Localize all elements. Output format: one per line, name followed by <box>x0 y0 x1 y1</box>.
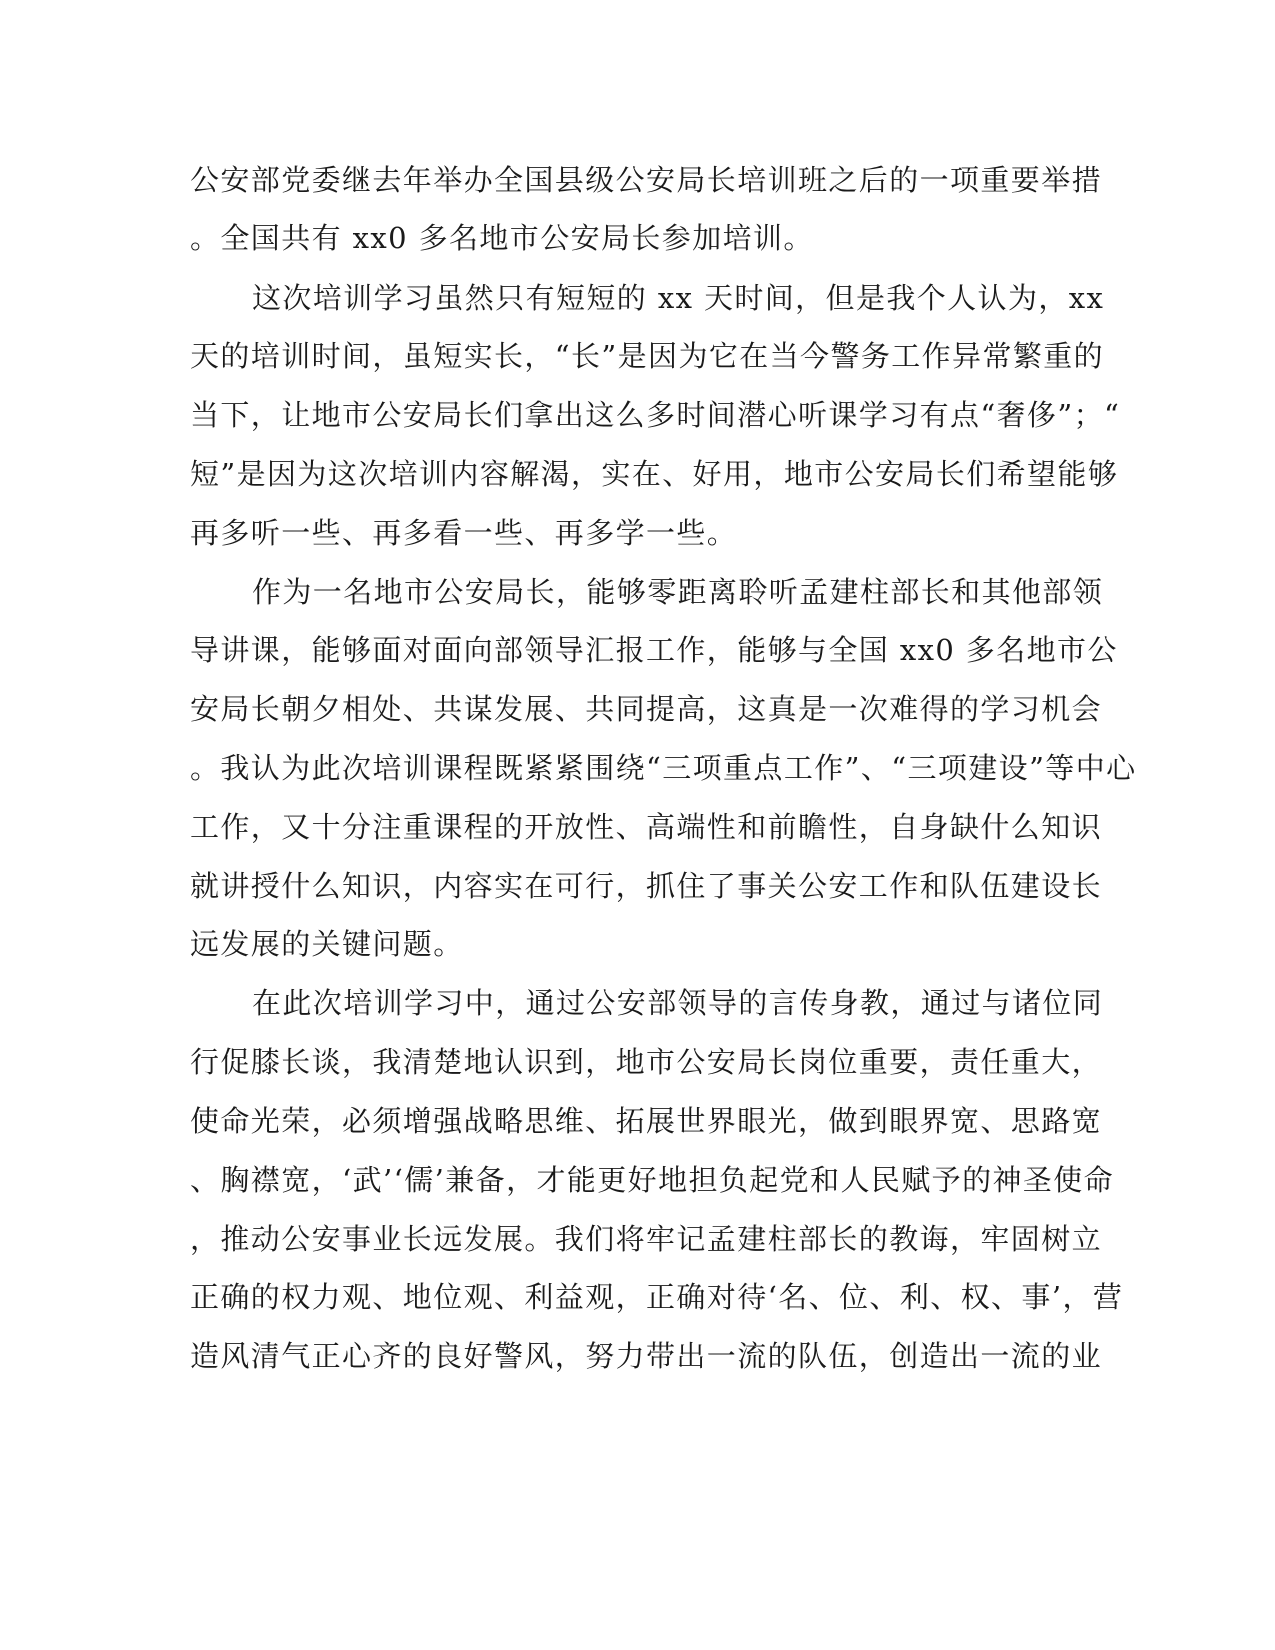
text-line: 行促膝长谈，我清楚地认识到，地市公安局长岗位重要，责任重大， <box>190 1045 1103 1079</box>
text-line: 、胸襟宽，‘武’‘儒’兼备，才能更好地担负起党和人民赋予的神圣使命 <box>190 1163 1115 1197</box>
text-line: ，推动公安事业长远发展。我们将牢记孟建柱部长的教诲，牢固树立 <box>190 1222 1103 1256</box>
text-line: 使命光荣，必须增强战略思维、拓展世界眼光，做到眼界宽、思路宽 <box>190 1104 1103 1138</box>
text-line: 就讲授什么知识，内容实在可行，抓住了事关公安工作和队伍建设长 <box>190 869 1103 903</box>
paragraph-start-line: 作为一名地市公安局长，能够零距离聆听孟建柱部长和其他部领 <box>252 575 1104 609</box>
text-line: 造风清气正心齐的良好警风，努力带出一流的队伍，创造出一流的业 <box>190 1339 1103 1373</box>
text-line: 导讲课，能够面对面向部领导汇报工作，能够与全国 xx0 多名地市公 <box>190 633 1118 667</box>
text-line: 。我认为此次培训课程既紧紧围绕“三项重点工作”、“三项建设”等中心 <box>190 751 1137 785</box>
text-line: 当下，让地市公安局长们拿出这么多时间潜心听课学习有点“奢侈”；“ <box>190 398 1121 432</box>
text-line: 。全国共有 xx0 多名地市公安局长参加培训。 <box>190 221 814 255</box>
paragraph-start-line: 这次培训学习虽然只有短短的 xx 天时间，但是我个人认为，xx <box>252 281 1105 315</box>
text-line: 正确的权力观、地位观、利益观，正确对待‘名、位、利、权、事’，营 <box>190 1280 1124 1314</box>
text-line: 天的培训时间，虽短实长，“长”是因为它在当今警务工作异常繁重的 <box>190 339 1105 373</box>
text-line: 再多听一些、再多看一些、再多学一些。 <box>190 516 738 550</box>
text-line: 公安部党委继去年举办全国县级公安局长培训班之后的一项重要举措 <box>190 163 1103 197</box>
paragraph-start-line: 在此次培训学习中，通过公安部领导的言传身教，通过与诸位同 <box>252 986 1104 1020</box>
text-line: 工作，又十分注重课程的开放性、高端性和前瞻性，自身缺什么知识 <box>190 810 1103 844</box>
text-line: 安局长朝夕相处、共谋发展、共同提高，这真是一次难得的学习机会 <box>190 692 1103 726</box>
text-line: 短”是因为这次培训内容解渴，实在、好用，地市公安局长们希望能够 <box>190 457 1119 491</box>
text-line: 远发展的关键问题。 <box>190 927 464 961</box>
